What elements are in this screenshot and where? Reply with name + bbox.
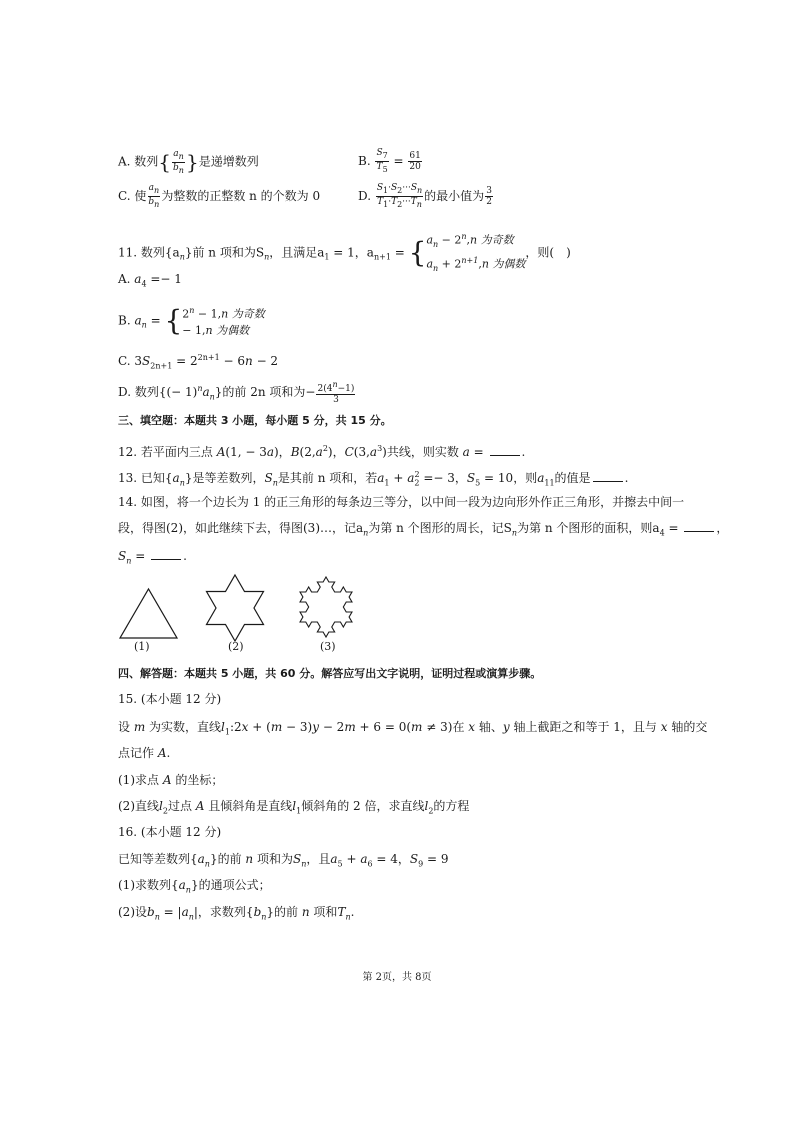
q16-title: 16. (本小题 12 分) <box>118 825 222 839</box>
figure-label-3: (3) <box>320 640 336 653</box>
q10-option-c: C. 使 $\frac{a_n}{b_n}$ 为整数的正整数 n 的个数为 0 <box>118 183 321 209</box>
q16-line1: 已知等差数列$\{a_n\}$的前 n 项和为$S_n$，且$a_5 + a_6 = 4$，$S_9 = 9$ <box>118 852 449 869</box>
q14-line3: $S_n$ = . <box>118 549 187 566</box>
snowflake-outline <box>300 577 352 637</box>
q15-line2: 点记作 A. <box>118 746 171 760</box>
q10-option-b: B. $\frac{S_7}{T_5}$ = $\frac{61}{20}$ <box>358 148 421 174</box>
q11-option-d: D. 数列{(− $1)^na_n$}的前 2n 项和为− $\frac{2(4^n-1)}{3}$ <box>118 380 355 405</box>
figure-2-star <box>200 572 270 642</box>
section3-heading: 三、填空题：本题共 3 小题，每小题 5 分，共 15 分。 <box>118 414 392 427</box>
figure-label-1: (1) <box>134 640 150 653</box>
q11-option-c: C. $3S_{2n+1} = 2^{2n+1} - 6n - 2$ <box>118 353 279 371</box>
q15-title: 15. (本小题 12 分) <box>118 692 222 706</box>
q10-option-d: D. $\frac{S_1\cdot S_2\cdot\cdot\cdot S_n}{T_1\cdot T_2\cdot\cdot\cdot T_n}$ 的最小值为 $\frac{3}{2}$ <box>358 183 492 209</box>
q10-option-a: A. 数列{ $\frac{a_n}{b_n}$ }是递增数列 <box>118 148 259 175</box>
q16-part1: (1)求数列$\{a_n\}$的通项公式； <box>118 878 271 895</box>
q11-option-b: B. $a_n$ = { $2^n - 1,n$ 为奇数 − 1,n 为偶数 <box>118 303 265 337</box>
q16-part2: (2)设$b_n = |a_n|$，求数列$\{b_n\}$的前 n 项和$T_n$. <box>118 905 355 922</box>
q13: 13. 已知$\{a_n\}$是等差数列，$S_n$是其前 n 项和，若$a_1 + a_2^2 =- 3$，$S_5 = 10$，则$a_{11}$的值是 . <box>118 470 629 488</box>
page-footer: 第 2页，共 8页 <box>362 972 432 983</box>
figure-3-snowflake <box>288 565 364 645</box>
section4-heading: 四、解答题：本题共 5 小题，共 60 分。解答应写出文字说明，证明过程或演算步骤。 <box>118 667 542 680</box>
figure-1-triangle <box>110 585 190 645</box>
q15-part1: (1)求点 A 的坐标； <box>118 773 224 787</box>
figure-label-2: (2) <box>228 640 244 653</box>
q14-line1: 14. 如图，将一个边长为 1 的正三角形的每条边三等分，以中间一段为边向形外作正三角形，并擦去中间一 <box>118 495 685 509</box>
q11-stem: 11. 数列$\{a_n\}$前 n 项和为$S_n$，且满足$a_1 = 1$，$a_{n+1}$ = { $a_n - 2^n,n$ 为奇数 $a_n + 2^{n+1},n$ 为偶数 ，则( ) <box>118 232 571 273</box>
q14-line2: 段，得图(2)，如此继续下去，得图(3)…，记$a_n$为第 n 个图形的周长，记$S_n$为第 n 个图形的面积，则$a_4$ = ， <box>118 521 729 538</box>
q15-line1: 设 m 为实数，直线$l_1:2x + (m - 3)y - 2m + 6 = 0(m \ne 3)$在 x 轴、y 轴上截距之和等于 1，且与 x 轴的交 <box>118 720 708 737</box>
q15-part2: (2)直线$l_2$过点 A 且倾斜角是直线$l_1$倾斜角的 2 倍，求直线$l_2$的方程 <box>118 799 470 816</box>
q12: 12. 若平面内三点 A(1, − 3a)，$B(2,a^2)$，$C(3,a^3)$共线，则实数 a = . <box>118 444 526 459</box>
q11-option-a: A. $a_4 =- 1$ <box>118 272 182 289</box>
